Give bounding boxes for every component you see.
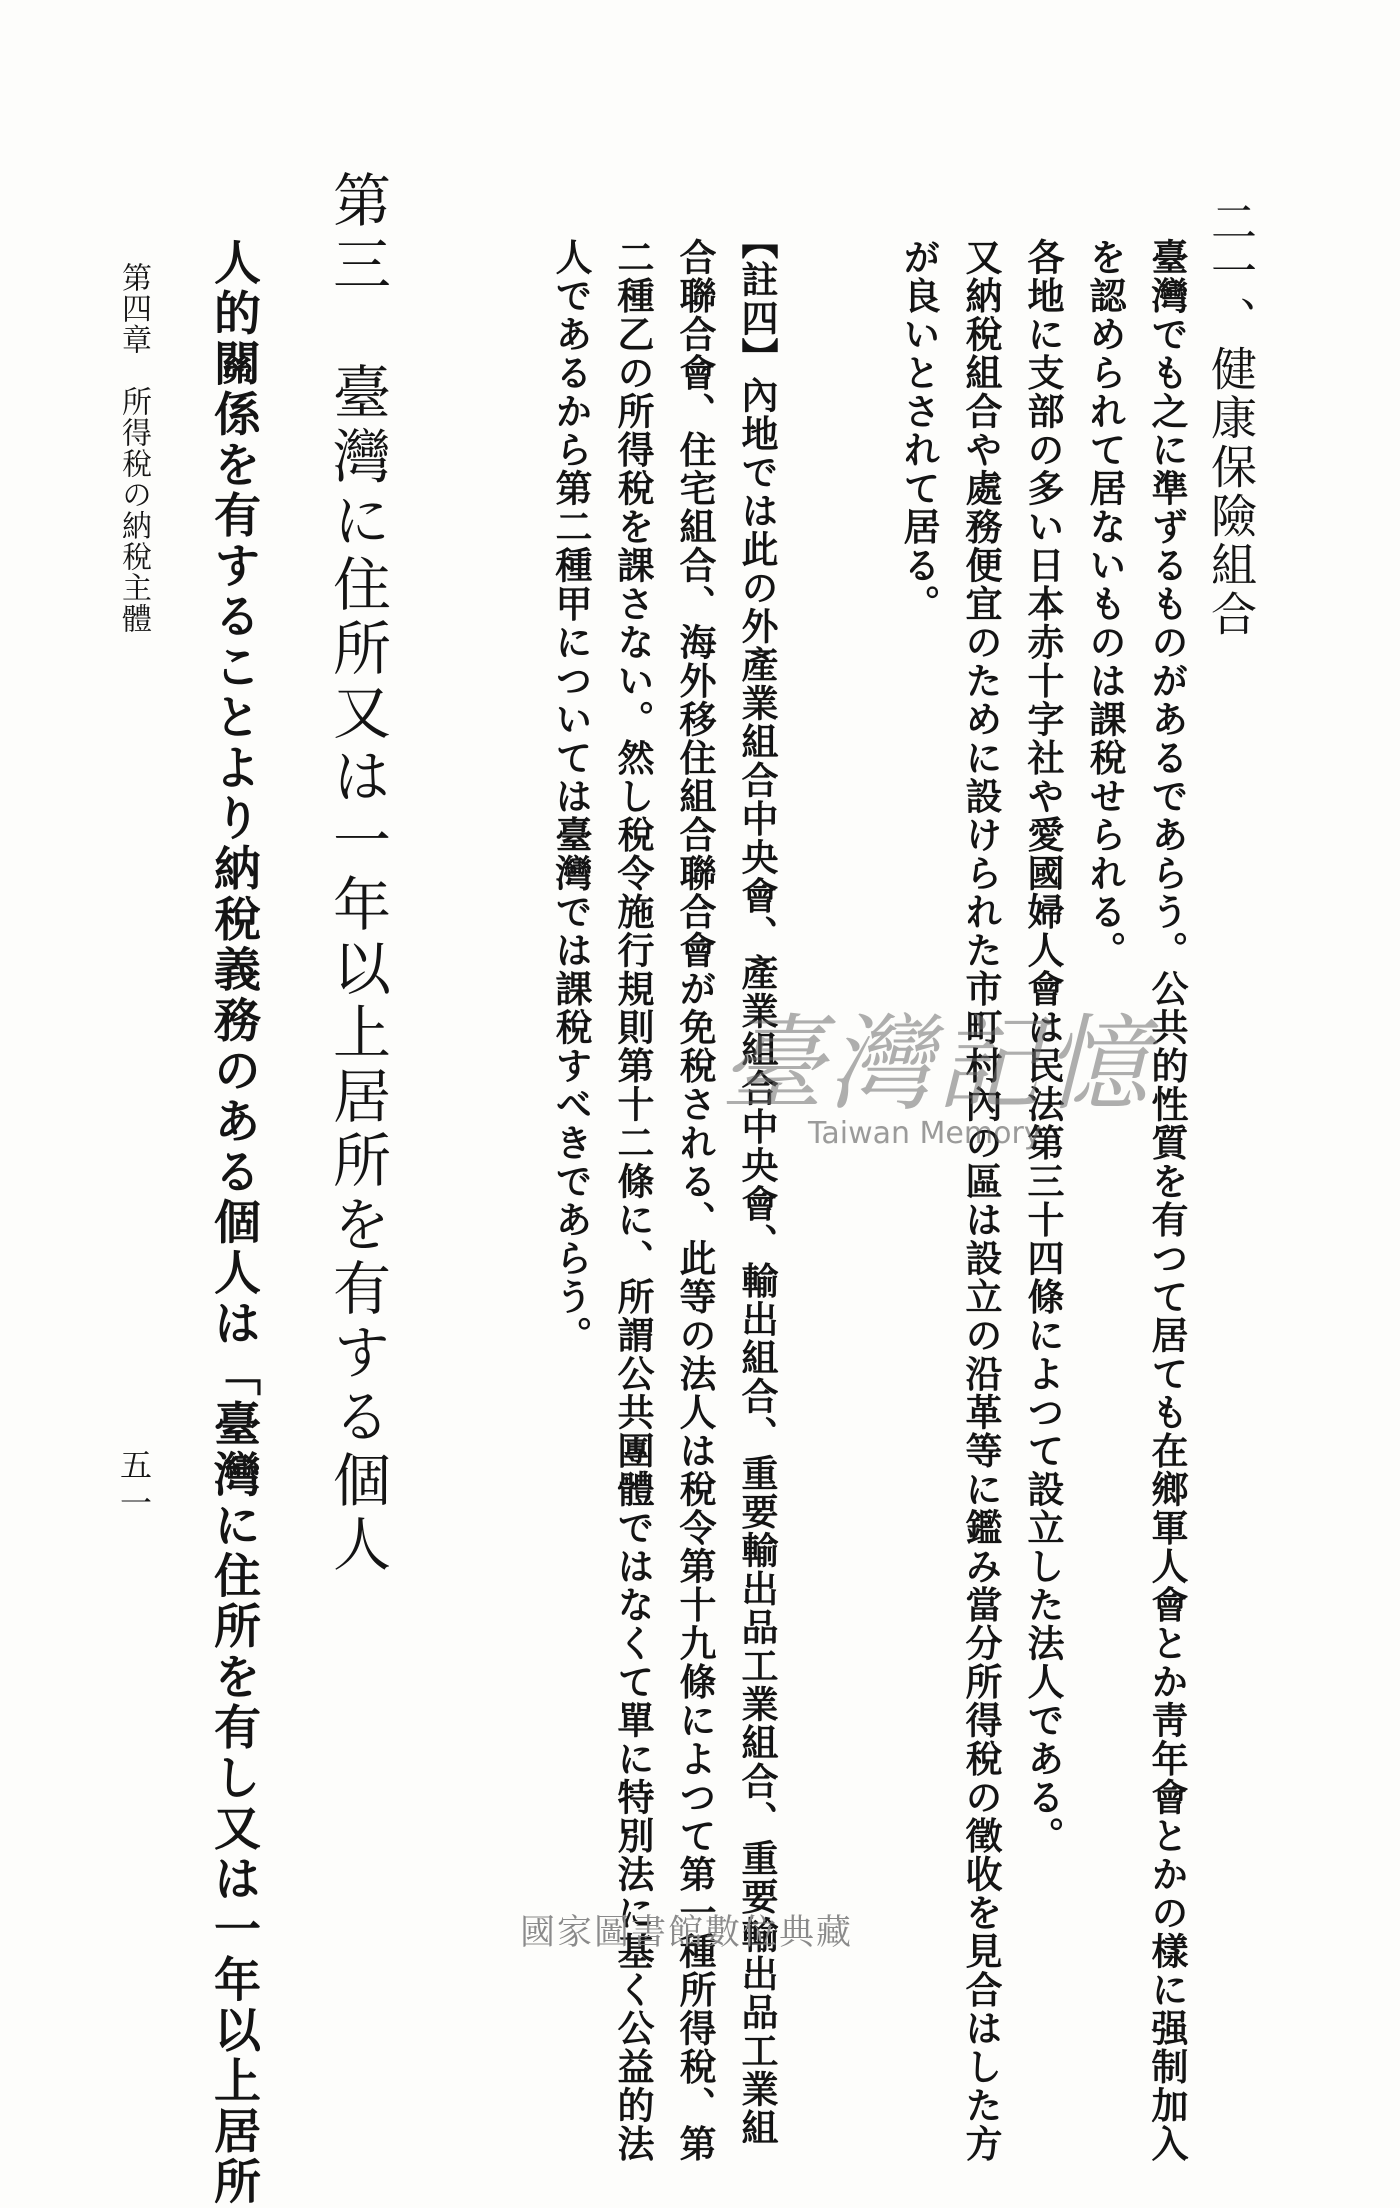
watermark-title: 臺灣記憶 bbox=[720, 1003, 1153, 1125]
watermark-subtitle: Taiwan Memory bbox=[808, 1116, 1042, 1151]
body-line: を認められて居ないものは課稅せられる。 bbox=[1083, 238, 1127, 970]
taiwan-memory-watermark bbox=[720, 980, 1152, 1151]
body-line: 二種乙の所得稅を課さない。然し稅令施行規則第十二條に、所謂公共團體ではなくて單に特別法に基く公益的法 bbox=[611, 238, 655, 2163]
footer-credit: 國家圖書館數位典藏 bbox=[520, 1913, 854, 1953]
lead-line: 人的關係を有することより納稅義務のある個人は「臺灣に住所を有し又は一年以上居所 bbox=[206, 238, 261, 2208]
running-head: 第四章 所得稅の納稅主體 bbox=[116, 262, 151, 634]
note-line: 【註四】內地では此の外產業組合中央會、產業組合中央會、輸出組合、重要輸出品工業組合、重要輸出品工業組 bbox=[735, 222, 779, 2147]
body-line: 人であるから第二種甲については臺灣では課稅すべきであらう。 bbox=[549, 238, 593, 1355]
body-line: が良いとされて居る。 bbox=[897, 238, 941, 623]
body-line: 臺灣でも之に準ずるものがあるであらう。公共的性質を有つて居ても在鄉軍人會とか靑年會とかの樣に强制加入 bbox=[1145, 238, 1189, 2163]
section-title: 第三 臺灣に住所又は一年以上居所を有する個人 bbox=[323, 170, 391, 1578]
item-heading: 二一、健康保險組合 bbox=[1204, 198, 1258, 639]
body-line: 合聯合會、住宅組合、海外移住組合聯合會が免稅される、此等の法人は稅令第十九條によつて第一種所得稅、第 bbox=[673, 238, 717, 2163]
page-number: 五一 bbox=[115, 1448, 153, 1524]
body-line: 各地に支部の多い日本赤十字社や愛國婦人會は民法第三十四條によつて設立した法人である。 bbox=[1021, 238, 1065, 1855]
body-line: 又納稅組合や處務便宜のために設けられた市町村內の區は設立の沿革等に鑑み當分所得稅の徵收を見合はした方 bbox=[959, 238, 1003, 2163]
